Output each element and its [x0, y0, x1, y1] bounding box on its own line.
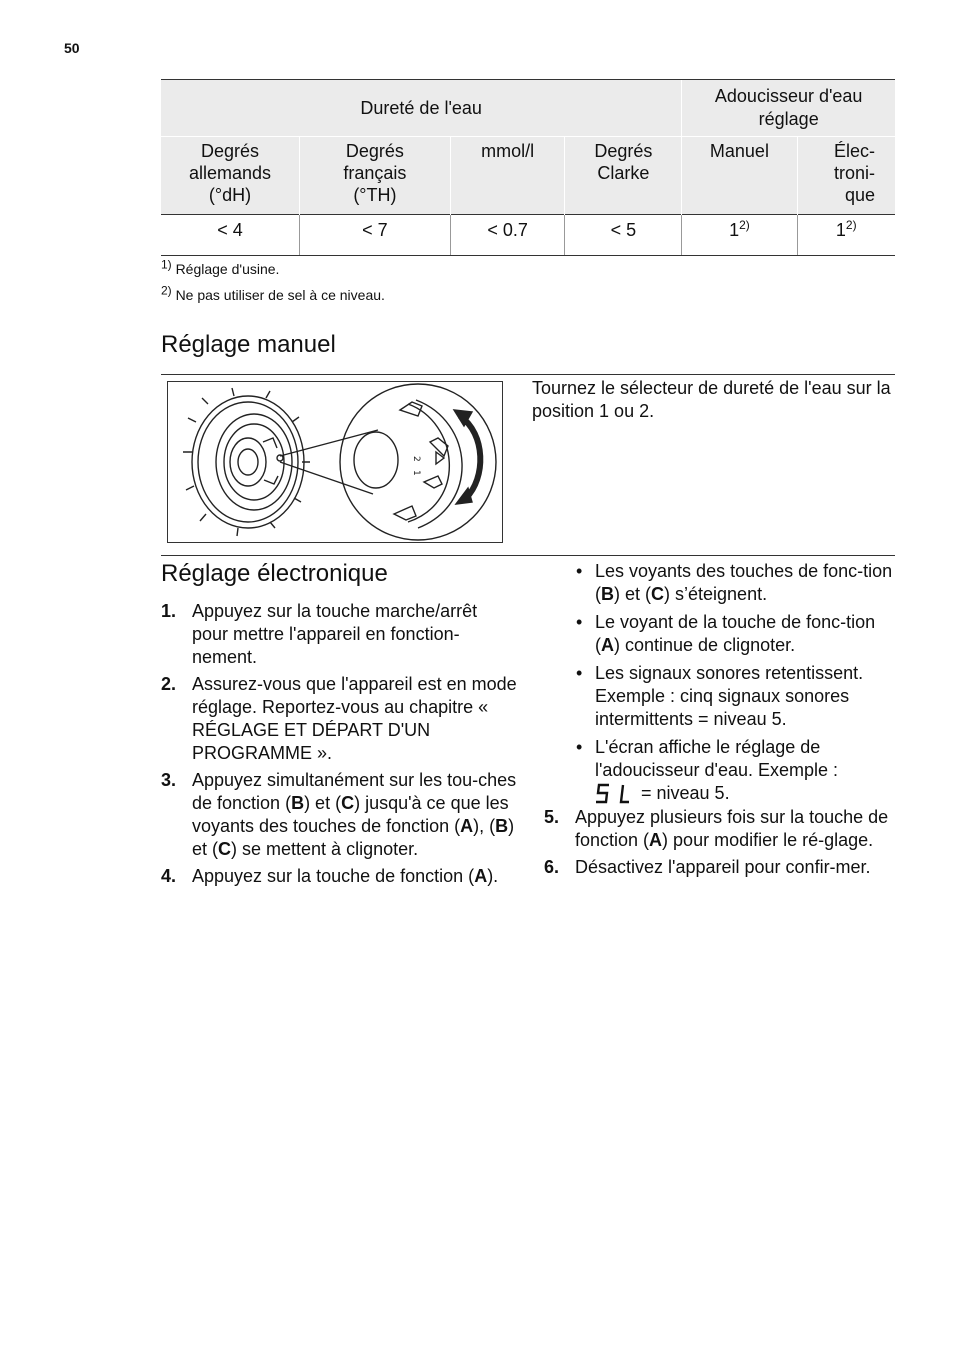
water-hardness-table: [161, 79, 895, 256]
key-letter: A: [474, 866, 488, 886]
step-item: 2. Assurez-vous que l'appareil est en mode réglage. Reportez-vous au chapitre « RÉGLAGE ET DÉPART D'UN PROGRAMME ».: [161, 674, 517, 763]
softener-dial-illustration: [167, 381, 503, 543]
table-group-header-hardness: Dureté de l'eau: [161, 80, 682, 137]
step-item: 3. Appuyez simultanément sur les tou-ches de fonction (B) et (C) jusqu'à ce que les voyants des touches de fonction (A), (B) et (C) se mettent à clignoter.: [161, 770, 517, 859]
table-group-header-softener: Adoucisseur d'eau réglage: [682, 80, 895, 137]
table-row: [161, 215, 895, 256]
step-number: 4.: [161, 866, 177, 886]
footnote: $^{2)}$ Ne pas utiliser de sel à ce niveau.: [161, 283, 385, 303]
step-item: 5. Appuyez plusieurs fois sur la touche de fonction (A) pour modifier le ré-glage.: [544, 807, 889, 850]
key-letter: C: [651, 584, 665, 604]
table-col-header: Degrés Clarke: [565, 137, 682, 215]
key-letter: A: [460, 816, 474, 836]
step-item: 6. Désactivez l'appareil pour confir-mer.: [544, 857, 871, 877]
dial-label-2: 2: [411, 456, 421, 462]
step-item: 1. Appuyez sur la touche marche/arrêt pour mettre l'appareil en fonction-nement.: [161, 601, 478, 667]
key-letter: A: [649, 830, 663, 850]
bullet-item: • Les signaux sonores retentissent. Exemple : cinq signaux sonores intermittents = niveau 5.: [575, 662, 893, 731]
manual-instruction: Tournez le sélecteur de dureté de l'eau sur la position 1 ou 2.: [532, 378, 891, 421]
step-number: 1.: [161, 601, 177, 621]
table-cell: 1$^{2)}$: [797, 215, 895, 256]
footnotes: [161, 256, 385, 308]
bullet-list: [575, 560, 893, 810]
table-col-header: Manuel: [682, 137, 797, 215]
steps-list-left: [161, 600, 517, 892]
segment-glyph: [596, 785, 609, 802]
step-number: 2.: [161, 674, 177, 694]
table-cell: < 4: [161, 215, 300, 256]
dial-label-1: 1: [411, 470, 421, 476]
bullet-item: • Le voyant de la touche de fonc-tion (A) continue de clignoter.: [575, 611, 893, 657]
step-number: 6.: [544, 857, 560, 877]
step-item: 4. Appuyez sur la touche de fonction (A).: [161, 866, 499, 886]
table-col-header: Élec- troni- que: [797, 137, 895, 215]
table-col-header: Degrés français (°TH): [300, 137, 451, 215]
footnote: $^{1)}$ Réglage d'usine.: [161, 257, 280, 277]
divider: [161, 555, 895, 556]
table-col-header: Degrés allemands (°dH): [161, 137, 300, 215]
table-cell: < 5: [565, 215, 682, 256]
key-letter: C: [341, 793, 355, 813]
steps-list-right: [544, 806, 894, 883]
key-letter: B: [601, 584, 614, 604]
bullet-item: • L'écran affiche le réglage de l'adoucisseur d'eau. Exemple : = niveau 5.: [575, 736, 893, 805]
section-title-manual: Réglage manuel: [161, 331, 336, 358]
table-cell: < 7: [300, 215, 451, 256]
step-number: 3.: [161, 770, 177, 790]
segment-glyph: [621, 785, 629, 802]
table-col-header: mmol/l: [450, 137, 565, 215]
key-letter: B: [495, 816, 509, 836]
key-letter: C: [218, 839, 232, 859]
key-letter: B: [291, 793, 305, 813]
table-cell: 1$^{2)}$: [682, 215, 797, 256]
divider: [161, 374, 895, 375]
page-number: 50: [64, 40, 80, 56]
display-readout-icon: [595, 783, 635, 805]
key-letter: A: [601, 635, 614, 655]
dial-drawing: [168, 382, 502, 542]
bullet-item: • Les voyants des touches de fonc-tion (B) et (C) s’éteignent.: [575, 560, 893, 606]
table-cell: < 0.7: [450, 215, 565, 256]
step-number: 5.: [544, 807, 560, 827]
section-title-electronic: Réglage électronique: [161, 560, 388, 587]
